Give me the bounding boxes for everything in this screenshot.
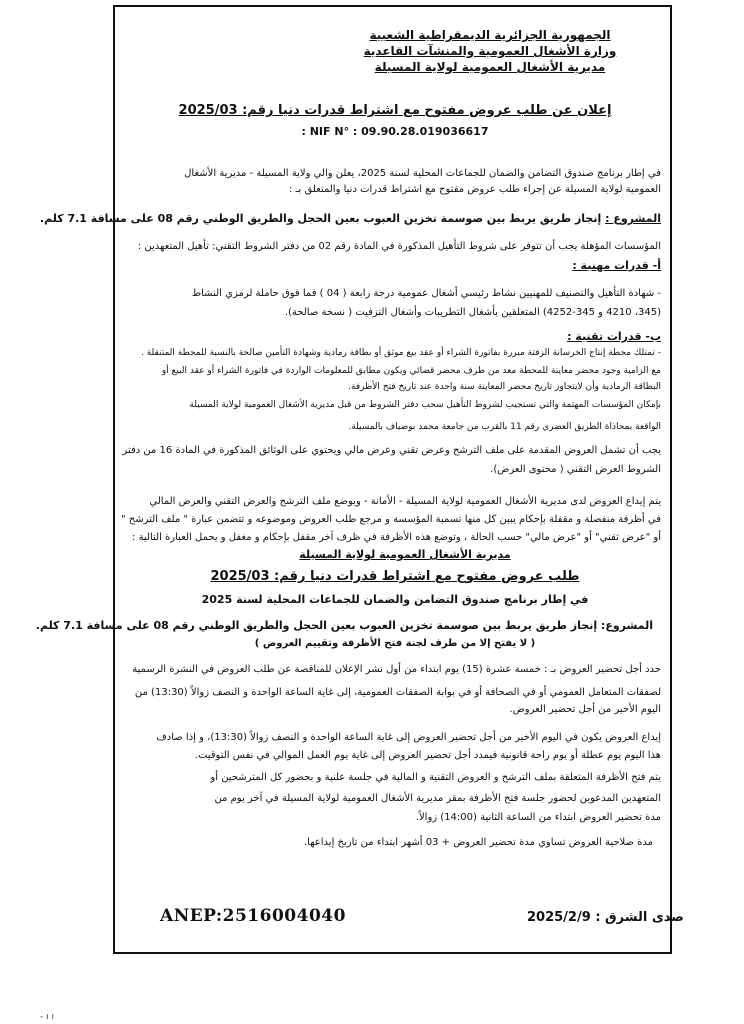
project-line — [39, 211, 661, 226]
project-text: إنجاز طريق يربط بين صوسمة تخزين العبوب بعين الحجل والطريق الوطني رقم 08 على مسافة 7.1 كلم. — [39, 212, 602, 225]
deadline-line-3: اليوم الأخير من أجل تحضير العروض. — [509, 704, 661, 715]
envelope-title: طلب عروض مفتوح مع اشتراط قدرات دنيا رقم: 2025/03 — [210, 569, 580, 584]
deadline-line-1: حدد أجل تحضير العروض بـ : خمسة عشرة (15) يوم ابتداء من أول نشر الإعلان للمناقصة عن طلب العروض في النشرة الرسمية — [132, 664, 661, 675]
deadline-line-2: لصفقات المتعامل العمومي أو في الصحافة أو في بوابة الصفقات العمومية، إلى غاية الساعة الواحدة و النصف زوالاً (13:30) من — [134, 687, 661, 698]
address-line: مديرية الأشغال العمومية لولاية المسيلة — [299, 548, 511, 561]
intro-line-2: العمومية لولاية المسيلة عن إجراء طلب عروض مفتوح مع اشتراط قدرات دنيا والمتعلق بـ : — [289, 184, 661, 195]
publication-date: 2025/2/9 — [527, 910, 591, 925]
announcement-title: إعلان عن طلب عروض مفتوح مع اشتراط قدرات دنيا رقم: 2025/03 — [178, 103, 612, 118]
last-day-line-1: إيداع العروض يكون في اليوم الأخير من أجل تحضير العروض إلى غاية الساعة الواحدة و النصف زوالاً (13:30)، و إذا صادف — [156, 732, 661, 743]
technical-capacity-line-1: - تمتلك محطة إنتاج الخرسانة الزفتة مبررة بفاتورة الشراء أو عقد بيع موثق أو بطاقة رمادية وشهادة التأمين صالحة بالنسبة للمحطة المتنقلة . — [140, 348, 661, 358]
offers-contain-line-2: الشروط العرض التقني ( محتوى العرض). — [490, 464, 661, 475]
deposit-line-2: في أظرفة منفصلة و مقفلة بإحكام يبين كل منها تسمية المؤسسة و مرجع طلب العروض وموضوعه و تتضمن عبارة " ملف الترشح " — [121, 514, 661, 525]
validity-line: مدة صلاحية العروض تساوي مدة تحضير العروض + 03 أشهر ابتداء من تاريخ إيداعها. — [303, 837, 653, 848]
opening-line-1: يتم فتح الأظرفة المتعلقة بملف الترشح و العروض التقنية و المالية في جلسة علنية و بحضور كل المترشحين أو — [210, 772, 661, 783]
envelope-do-not-open: ( لا يفتح إلا من طرف لجنة فتح الأظرفة وتقييم العروض ) — [254, 638, 536, 649]
eligibility-line: المؤسسات المؤهلة يجب أن تتوفر على شروط التأهيل المذكورة في المادة رقم 02 من دفتر الشروط التقني: تأهيل المتعهدين : — [137, 241, 661, 252]
deposit-line-1: يتم إيداع العروض لدى مديرية الأشغال العمومية لولاية المسيلة - الأمانة - ويوضع ملف الترشح والعرض التقني والعرض المالي — [149, 496, 661, 507]
document-frame — [35, 5, 672, 954]
project-label: المشروع : — [605, 212, 661, 225]
anep-number: ANEP:2516004040 — [160, 906, 346, 926]
envelope-project: المشروع: إنجاز طريق يربط بين صوسمة تخزين العبوب بعين الحجل والطريق الوطني رقم 08 على مسافة 7.1 كلم. — [35, 619, 653, 632]
ministry-header: وزارة الأشغال العمومية والمنشآت القاعدية — [363, 44, 617, 58]
directorate-header: مديرية الأشغال العمومية لولاية المسيلة — [374, 60, 606, 74]
newspaper-label: صدى الشرق : — [595, 910, 684, 925]
professional-capacity-line-1: - شهادة التأهيل والتصنيف للمهنيين نشاط رئيسي أشغال عمومية درجة رابعة ( 04 ) فما فوق حاملة لرمزي النشاط — [191, 288, 661, 299]
republic-header: الجمهورية الجزائرية الديمقراطية الشعبية — [369, 28, 611, 42]
newspaper-date — [527, 910, 684, 925]
opening-line-2: المتعهدين المدعوين لحضور جلسة فتح الأظرفة بمقر مديرية الأشغال العمومية لولاية المسيلة في آخر يوم من — [214, 793, 661, 804]
professional-capacity-line-2: (345، 4210 و 345-4252) المتعلقين بأشغال التطريبات وأشغال التزفيت ( نسخة صالحة). — [284, 307, 661, 318]
technical-capacity-heading: ب- قدرات تقنية : — [567, 330, 661, 343]
deposit-line-3: أو "عرض تقني" أو "عرض مالي" حسب الحالة ، وتوضع هذه الأظرفة في ظرف آخر مقفل بإحكام و مغفل و يحمل العبارة التالية : — [132, 532, 661, 543]
opening-line-3: مدة تحضير العروض ابتداء من الساعة الثانية (14:00) زوالاً. — [415, 812, 661, 823]
last-day-line-2: هذا اليوم يوم عطلة أو يوم راحة قانونية فيمدد أجل تحضير العروض إلى غاية يوم العمل الموالي في نفس التوقيت. — [194, 750, 661, 761]
technical-capacity-line-2: مع الزامية وجود محضر معاينة للمحطة معد من طرف محضر قضائي ويكون مطابق للمعلومات الواردة في فاتورة الشراء أو عقد البيع أو — [161, 366, 661, 376]
scan-mark: - ı ı — [40, 1012, 54, 1022]
technical-capacity-line-5: الواقعة بمحاذاة الطريق العضري رقم 11 بالقرب من جامعة محمد بوضياف بالمسيلة. — [348, 422, 661, 432]
nif-number: : NIF N° : 09.90.28.019036617 — [301, 125, 489, 138]
technical-capacity-line-3: البطاقة الرمادية وأن لايتجاوز تاريخ محضر المعاينة سنة واحدة عند تاريخ فتح الأظرفة. — [348, 382, 661, 392]
professional-capacity-heading: أ- قدرات مهنية : — [572, 259, 661, 272]
technical-capacity-line-4: بإمكان المؤسسات المهتمة والتي تستجيب لشروط التأهيل سحب دفتر الشروط من قبل مديرية الأشغال العمومية لولاية المسيلة — [189, 400, 661, 410]
offers-contain-line-1: يجب أن تشمل العروض المقدمة على ملف الترشح وعرض تقني وعرض مالي ويحتوي على الوثائق المذكورة في المادة 16 من دفتر — [122, 445, 661, 456]
intro-line-1: في إطار برنامج صندوق التضامن والضمان للجماعات المحلية لسنة 2025، يعلن والي ولاية المسيلة - مديرية الأشغال — [184, 168, 661, 179]
envelope-program: في إطار برنامج صندوق التضامن والضمان للجماعات المحلية لسنة 2025 — [201, 593, 589, 606]
